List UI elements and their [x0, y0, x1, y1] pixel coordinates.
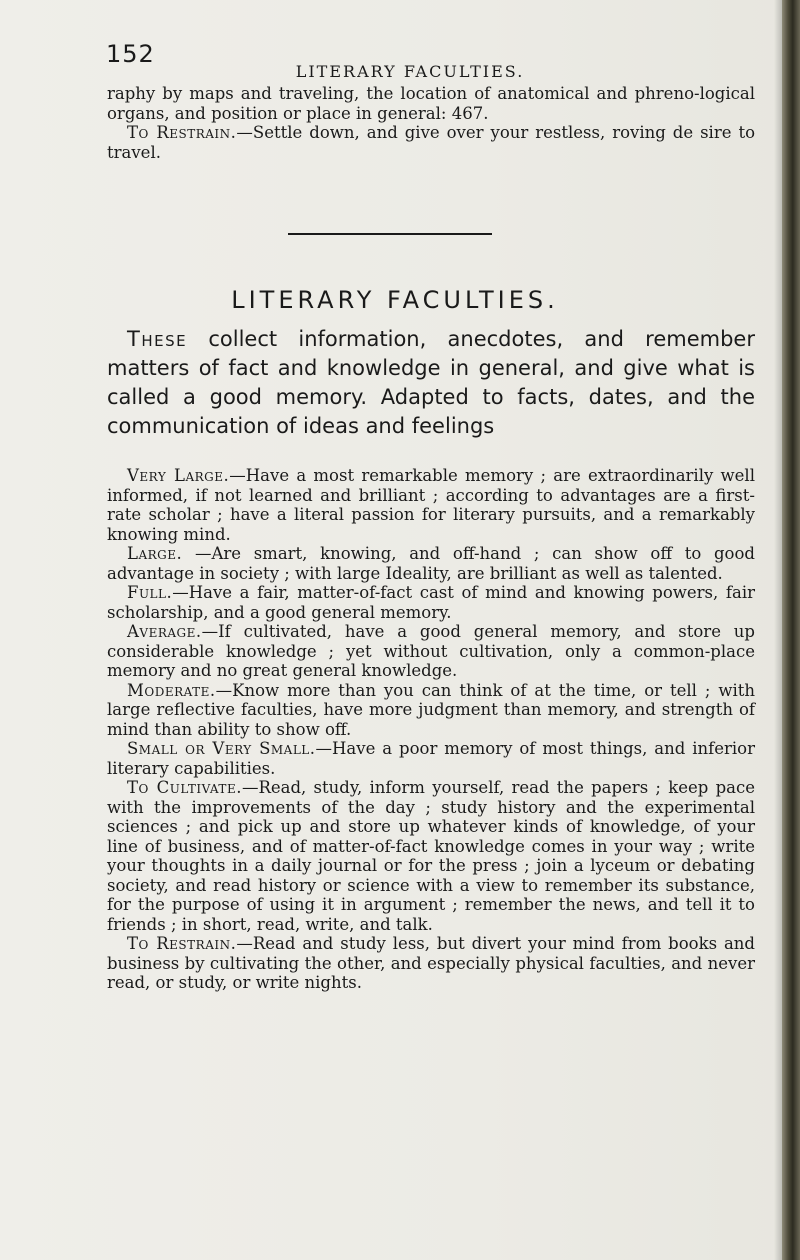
paragraph-text: —Have a most remarkable memory ; are extraordinarily well informed, if not learned and brilliant ; according to advantages are a first-rate scholar ; have a literal passion for literary pursuits, and a remarkably knowing mind.	[107, 466, 755, 544]
top-continuation-block	[107, 84, 755, 162]
paragraph-very-large	[107, 466, 755, 544]
paragraph-text: —Read, study, inform yourself, read the papers ; keep pace with the improvements of the day ; study history and the experimental sciences ; and pick up and store up whatever kinds of knowledge, of your line of business, and of matter-of-fact knowledge comes in your way ; write your thoughts in a daily journal or for the press ; join a lyceum or debating society, and read history or science with a view to remember its substance, for the purpose of using it in argument ; remember the news, and tell it to friends ; in short, read, write, and talk.	[107, 778, 755, 934]
running-head: LITERARY FACULTIES.	[295, 62, 525, 81]
paragraph-label: To Restrain.	[127, 934, 237, 953]
paragraph-text: —Have a fair, matter-of-fact cast of mind and knowing powers, fair scholarship, and a good general memory.	[107, 583, 755, 622]
paragraph-label: Full.	[127, 583, 173, 602]
paragraph-to-cultivate	[107, 778, 755, 934]
restrain-prev-label: To Restrain.	[127, 123, 237, 142]
restrain-prev-paragraph	[107, 123, 755, 162]
book-binding-edge	[782, 0, 800, 1260]
binding-shadow	[774, 0, 782, 1260]
paragraph-large	[107, 544, 755, 583]
section-heading: LITERARY FACULTIES.	[231, 286, 559, 314]
page-number: 152	[106, 40, 155, 68]
paragraph-label: Small or Very Small.	[127, 739, 316, 758]
paragraph-label: Large.	[127, 544, 183, 563]
paragraph-label: Moderate.	[127, 680, 216, 700]
paragraph-text: —Are smart, knowing, and off-hand ; can show off to good advantage in society ; with large Ideality, are brilliant as well as talented.	[107, 544, 755, 583]
faculty-descriptions	[107, 466, 755, 993]
intro-lead-word: These	[127, 327, 188, 351]
paragraph-moderate	[107, 681, 755, 740]
paragraph-label: Average.	[127, 622, 202, 641]
restrain-prev-text: —Settle down, and give over your restless, roving de sire to travel.	[107, 123, 756, 162]
paragraph-to-restrain	[107, 934, 755, 993]
top-continuation-text: raphy by maps and traveling, the location of anatomical and phreno-logical organs, and position or place in general: 467.	[107, 84, 755, 123]
intro-text: collect information, anecdotes, and remember matters of fact and knowledge in general, and give what is called a good memory. Adapted to facts, dates, and the communication of ideas and feelings	[107, 327, 755, 438]
paragraph-label: Very Large.	[127, 466, 230, 485]
paragraph-label: To Cultivate.	[127, 778, 242, 797]
intro-paragraph	[107, 325, 755, 441]
paragraph-full	[107, 583, 755, 622]
paragraph-text: —Have a poor memory of most things, and inferior literary capabilities.	[107, 739, 755, 778]
paragraph-small	[107, 739, 755, 778]
paragraph-average	[107, 622, 755, 681]
paragraph-text: —If cultivated, have a good general memory, and store up considerable knowledge ; yet without cultivation, only a common-place memory and no great general knowledge.	[107, 622, 755, 680]
paragraph-text: —Know more than you can think of at the time, or tell ; with large reflective faculties, have more judgment than memory, and strength of mind than ability to show off.	[107, 680, 755, 739]
paragraph-text: —Read and study less, but divert your mind from books and business by cultivating the other, and especially physical faculties, and never read, or study, or write nights.	[107, 934, 755, 992]
section-divider-rule	[288, 233, 492, 235]
